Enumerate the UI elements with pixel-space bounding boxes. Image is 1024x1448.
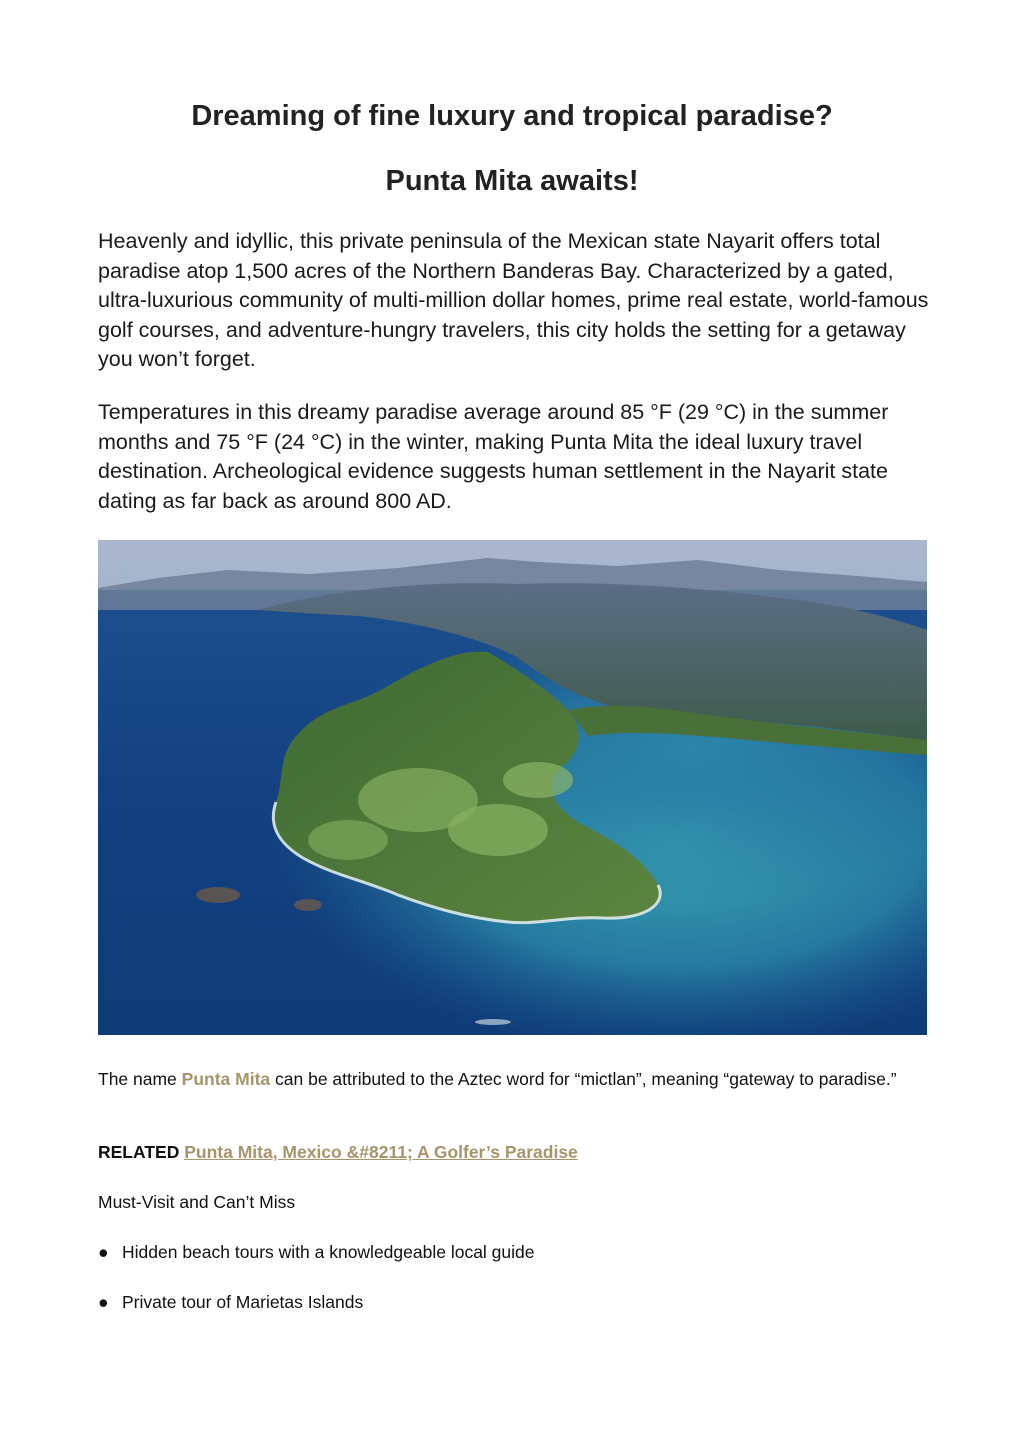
- related-article-link[interactable]: Punta Mita, Mexico &#8211; A Golfer’s Paradise: [184, 1142, 578, 1162]
- related-line: [98, 1140, 933, 1164]
- caption-highlight: Punta Mita: [181, 1069, 271, 1089]
- list-item-text: Hidden beach tours with a knowledgeable local guide: [122, 1242, 535, 1262]
- sub-heading: Punta Mita awaits!: [385, 165, 639, 197]
- list-item: [98, 1240, 933, 1264]
- aerial-peninsula-photo: [98, 540, 927, 1035]
- photo-caption: [98, 1067, 933, 1091]
- caption-text-after: can be attributed to the Aztec word for “mictlan”, meaning “gateway to paradise.”: [270, 1069, 897, 1089]
- caption-text-before: The name: [98, 1069, 182, 1089]
- bullet-icon: ●: [98, 1242, 109, 1262]
- main-heading: Dreaming of fine luxury and tropical paradise?: [191, 100, 833, 132]
- list-heading: Must-Visit and Can’t Miss: [98, 1192, 296, 1212]
- bullet-icon: ●: [98, 1292, 109, 1312]
- climate-paragraph: Temperatures in this dreamy paradise average around 85 °F (29 °C) in the summer months and 75 °F (24 °C) in the winter, making Punta Mita the ideal luxury travel destination. Archeological evidence suggests human settlement in the Nayarit state dating as far back as around 800 AD.: [98, 400, 889, 513]
- intro-paragraph: Heavenly and idyllic, this private peninsula of the Mexican state Nayarit offers total paradise atop 1,500 acres of the Northern Banderas Bay. Characterized by a gated, ultra-luxurious community of multi-million dollar homes, prime real estate, world-famous golf courses, and adventure-hungry travelers, this city holds the setting for a getaway you won’t forget.: [98, 229, 929, 371]
- list-item: [98, 1290, 933, 1314]
- list-item-text: Private tour of Marietas Islands: [122, 1292, 364, 1312]
- related-label: RELATED: [98, 1142, 180, 1162]
